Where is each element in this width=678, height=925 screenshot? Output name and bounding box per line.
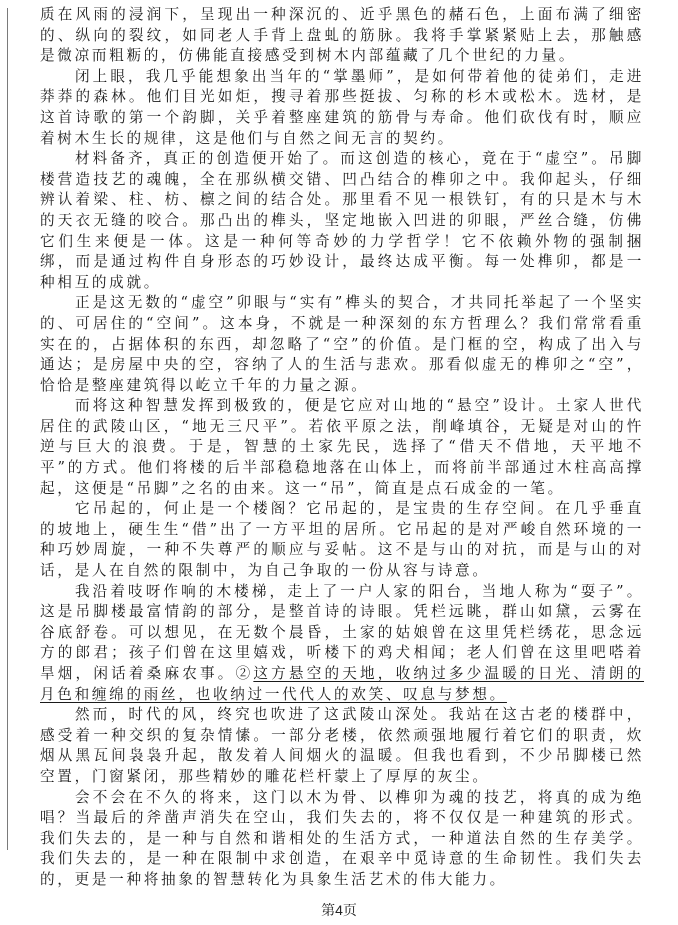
underlined-sentence: 这方悬空的天地，收纳过多少温暖的日光、清朗的月色和缠绵的雨丝，也收纳过一代代人的欢笑、叹息与梦想。: [40, 665, 645, 703]
paragraph-2: 闭上眼，我几乎能想象出当年的“掌墨师”，是如何带着他的徒弟们，走进莽莽的森林。他们目光如炬，搜寻着那些挺拔、匀称的杉木或松木。选材，是这首诗歌的第一个韵脚，关乎着整座建筑的筋骨与寿命。他们砍伐有时，顺应着树木生长的规律，这是他们与自然之间无言的契约。: [40, 67, 644, 147]
paragraph-7-text: 我沿着吱呀作响的木楼梯，走上了一户人家的阳台，当地人称为“耍子”。这是吊脚楼最富情韵的部分，是整首诗的诗眼。凭栏远眺，群山如黛，云雾在谷底舒卷。可以想见，在无数个晨昏，土家的姑娘曾在这里凭栏绣花，思念远方的郎君；孩子们曾在这里嬉戏，听楼下的鸡犬相闻；老人们曾在这里吧嗒着旱烟，闲话着桑麻农事。: [40, 582, 644, 682]
paragraph-3: 材料备齐，真正的创造便开始了。而这创造的核心，竟在于“虚空”。吊脚楼营造技艺的魂魄，全在那纵横交错、凹凸结合的榫卯之中。我仰起头，仔细辨认着梁、柱、枋、檩之间的结合处。那里看不见一根铁钉，有的只是木与木的天衣无缝的咬合。那凸出的榫头，坚定地嵌入凹进的卯眼，严丝合缝，仿佛它们生来便是一体。这是一种何等奇妙的力学哲学！它不依赖外物的强制捆绑，而是通过构件自身形态的巧妙设计，最终达成平衡。每一处榫卯，都是一种相互的成就。: [40, 150, 644, 291]
paragraph-9: 会不会在不久的将来，这门以木为骨、以榫卯为魂的技艺，将真的成为绝唱？当最后的斧凿声消失在空山，我们失去的，将不仅仅是一种建筑的形式。我们失去的，是一种与自然和谐相处的生活方式，一种道法自然的生存美学。我们失去的，是一种在限制中求创造，在艰辛中觅诗意的生命韧性。我们失去的，更是一种将抽象的智慧转化为具象生活艺术的伟大能力。: [40, 788, 644, 888]
paragraph-5: 而将这种智慧发挥到极致的，便是它应对山地的“悬空”设计。土家人世代居住的武陵山区，“地无三尺平”。若依平原之法，削峰填谷，无疑是对山的忤逆与巨大的浪费。于是，智慧的土家先民，选择了“借天不借地，天平地不平”的方式。他们将楼的后半部稳稳地落在山体上，而将前半部通过木柱高高撑起，这便是“吊脚”之名的由来。这一“吊”，简直是点石成金的一笔。: [40, 397, 644, 497]
paragraph-6: 它吊起的，何止是一个楼阁？它吊起的，是宝贵的生存空间。在几乎垂直的坡地上，硬生生“借”出了一方平坦的居所。它吊起的是对严峻自然环境的一种巧妙周旋，一种不失尊严的顺应与妥帖。这不是与山的对抗，而是与山的对话，是人在自然的限制中，为自己争取的一份从容与诗意。: [40, 500, 644, 580]
paragraph-1: 质在风雨的浸润下，呈现出一种深沉的、近乎黑色的赭石色，上面布满了细密的、纵向的裂纹，如同老人手背上盘虬的筋脉。我将手掌紧紧贴上去，那触感是微凉而粗粝的，仿佛能直接感受到树木内部蕴藏了几个世纪的力量。: [40, 6, 644, 65]
page-number: 第4页: [321, 901, 357, 918]
question-marker: ②: [235, 665, 254, 682]
paragraph-8: 然而，时代的风，终究也吹进了这武陵山深处。我站在这古老的楼群中，感受着一种交织的复杂情愫。一部分老楼，依然顽强地履行着它们的职责，炊烟从黑瓦间袅袅升起，散发着人间烟火的温暖。但我也看到，不少吊脚楼已然空置，门窗紧闭，那些精妙的雕花栏杆蒙上了厚厚的灰尘。: [40, 706, 644, 785]
article-body: [40, 5, 644, 891]
paragraph-7: [40, 582, 644, 706]
paragraph-4: 正是这无数的“虚空”卯眼与“实有”榫头的契合，才共同托举起了一个坚实的、可居住的“空间”。这本身，不就是一种深刻的东方哲理么？我们常常看重实在的，占据体积的东西，却忽略了“空”的价值。是门框的空，构成了出入与通达；是房屋中央的空，容纳了人的生活与悲欢。那看似虚无的榫卯之“空”，恰恰是整座建筑得以屹立千年的力量之源。: [40, 294, 644, 394]
